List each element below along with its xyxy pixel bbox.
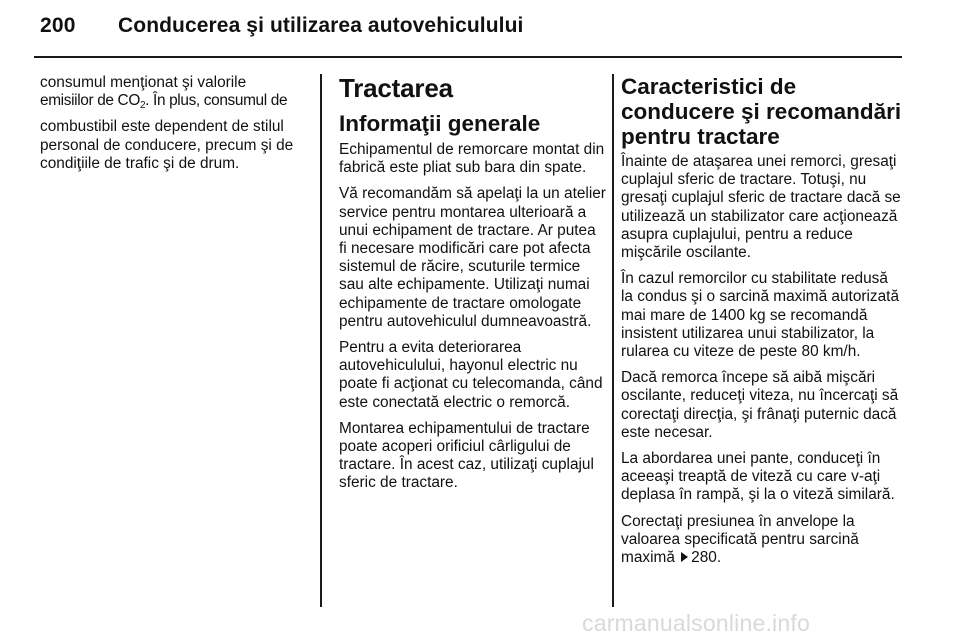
section-title: Caracteristici de conducere şi recomandări pentru tractare — [621, 74, 902, 149]
page-number: 200 — [40, 14, 76, 37]
page-header — [40, 14, 523, 48]
text-line: consumul menţionat şi valorile — [40, 74, 247, 91]
header-divider — [34, 56, 902, 58]
page-reference-arrow-icon — [681, 552, 688, 562]
paragraph: Dacă remorca începe să aibă mişcări oscilante, reduceţi viteza, nu încercaţi să corectaţi direcţia, şi frânaţi puternic dacă este necesar. — [621, 369, 899, 441]
paragraph: Montarea echipamentului de tractare poate acoperi orificiul cârligului de tractare. În acest caz, utilizaţi cuplajul sferic de tractare. — [339, 419, 594, 492]
paragraph-line-co2 — [40, 92, 308, 115]
subsection-title: Informaţii generale — [339, 111, 541, 136]
text-span: emisiilor de CO — [40, 92, 140, 110]
paragraph: Înainte de ataşarea unei remorci, gresaţi cuplajul sferic de tractare. Totuşi, nu gresaţi cuplajul sferic de tractare dacă se utilizează un stabilizator care acţionează asupra cuplajului, pentru a reduce mişcările oscilante. — [621, 153, 901, 262]
text-span: . În plus, consumul de — [145, 92, 288, 110]
chapter-title: Conducerea şi utilizarea autovehiculului — [118, 14, 524, 37]
subscript-2: 2 — [139, 100, 146, 112]
paragraph: Echipamentul de remorcare montat din fabrică este pliat sub bara din spate. — [339, 141, 605, 177]
column-3 — [621, 74, 903, 575]
paragraph: La abordarea unei pante, conduceţi în aceeaşi treaptă de viteză cu care v-aţi deplasa în rampă, şi la o viteză similară. — [621, 450, 895, 504]
column-divider-2 — [612, 74, 614, 607]
paragraph: combustibil este dependent de stilul personal de conducere, precum şi de condiţiile de trafic şi de drum. — [40, 118, 294, 172]
column-2 — [339, 74, 607, 501]
section-title: Tractarea — [339, 73, 453, 103]
watermark: carmanualsonline.info — [582, 610, 810, 636]
page-reference[interactable]: 280. — [691, 549, 722, 567]
paragraph: În cazul remorcilor cu stabilitate redusă la condus şi o sarcină maximă autorizată mai mare de 1400 kg se recomandă insistent utilizarea unui stabilizator, la rularea cu viteze de peste 80 km/h. — [621, 270, 900, 361]
text-span: Corectaţi presiunea în anvelope la valoarea specificată pentru sarcină maximă — [621, 512, 859, 567]
paragraph-line — [40, 74, 308, 92]
paragraph: Vă recomandăm să apelaţi la un atelier service pentru montarea ulterioară a unui echipament de tractare. Ar putea fi necesare modificări care pot afecta sistemul de răcire, scuturile termice sau alte echipamente. Utilizaţi numai echipamente de tractare omologate pentru autovehiculul dumneavoastră. — [339, 185, 606, 330]
column-1 — [40, 74, 308, 181]
paragraph: Pentru a evita deteriorarea autovehiculului, hayonul electric nu poate fi acţionat cu telecomanda, când este conectată electric o remorcă. — [339, 339, 603, 411]
column-divider-1 — [320, 74, 322, 607]
paragraph-with-reference — [621, 513, 903, 568]
